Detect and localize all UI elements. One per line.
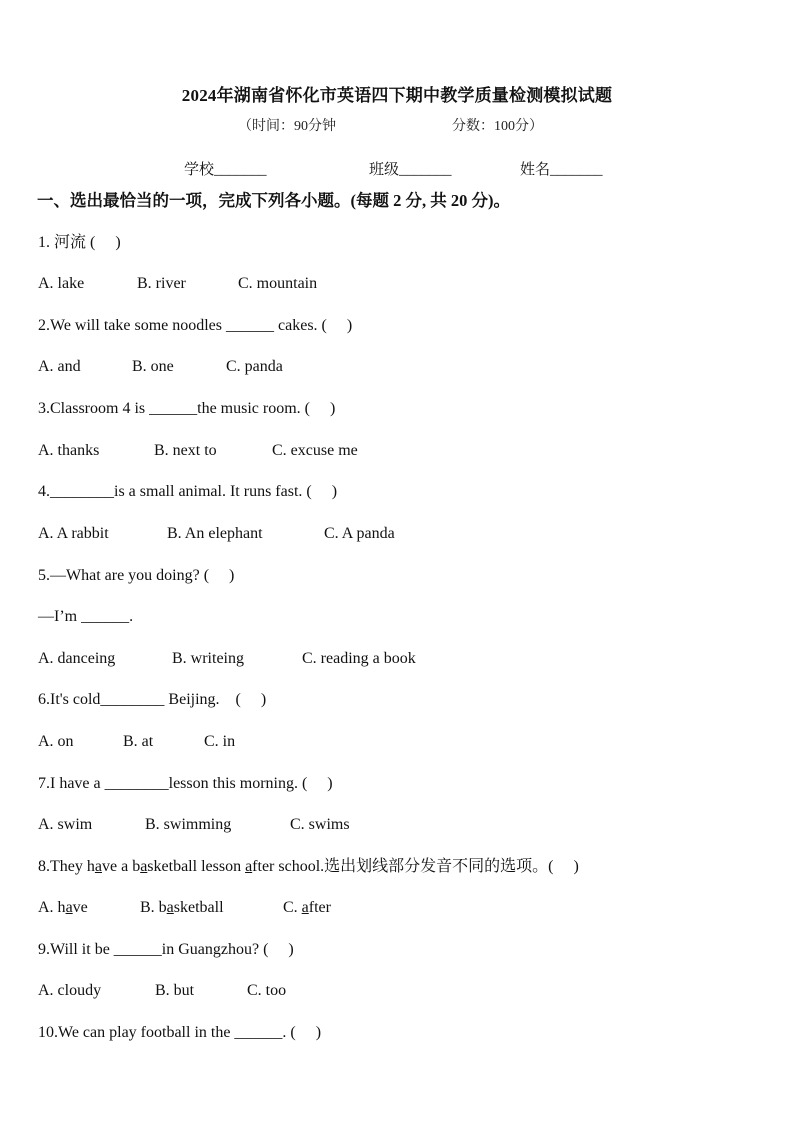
- exam-score: 分数：100分）: [452, 119, 543, 134]
- underlined-letter: a: [245, 858, 253, 875]
- option-b: B. An elephant: [167, 525, 263, 542]
- question-stem: 10.We can play football in the ______. ( ): [38, 1024, 322, 1041]
- option-c: C. too: [247, 982, 287, 999]
- class-field: 班级_______: [369, 162, 452, 178]
- stem-text: fter school.选出划线部分发音不同的选项。( ): [252, 858, 579, 875]
- underlined-letter: a: [301, 899, 309, 916]
- option-b: B. but: [155, 982, 195, 999]
- question-stem: 2.We will take some noodles ______ cakes. ( ): [38, 317, 353, 334]
- page-title: 2024年湖南省怀化市英语四下期中教学质量检测模拟试题: [181, 86, 613, 105]
- option-text: C.: [283, 899, 302, 916]
- option-text: A. h: [38, 899, 66, 916]
- option-a: A. lake: [38, 275, 85, 292]
- option-b: B. swimming: [145, 816, 232, 833]
- option-c: C. swims: [290, 816, 350, 833]
- option-a: A. cloudy: [38, 982, 102, 999]
- option-c: C. reading a book: [302, 650, 416, 667]
- option-b: B. writeing: [172, 650, 244, 667]
- option-a: [38, 898, 88, 918]
- option-a: A. on: [38, 733, 74, 750]
- option-b: B. at: [123, 733, 154, 750]
- question-stem: 4.________is a small animal. It runs fast. ( ): [38, 483, 338, 500]
- option-b: B. one: [132, 358, 174, 375]
- underlined-letter: a: [140, 858, 148, 875]
- option-text: fter: [308, 899, 331, 916]
- option-a: A. swim: [38, 816, 93, 833]
- option-a: A. and: [38, 358, 81, 375]
- option-text: B. b: [140, 899, 167, 916]
- section-heading: 一、选出最恰当的一项，完成下列各小题。(每题 2 分, 共 20 分)。: [37, 191, 510, 210]
- school-field: 学校_______: [184, 162, 267, 178]
- option-a: A. thanks: [38, 442, 100, 459]
- question-stem: 3.Classroom 4 is ______the music room. ( ): [38, 400, 336, 417]
- option-a: A. danceing: [38, 650, 116, 667]
- option-text: ve: [72, 899, 88, 916]
- question-stem: 1. 河流 ( ): [38, 234, 121, 251]
- exam-time: （时间：90分钟: [238, 119, 336, 134]
- question-stem: 7.I have a ________lesson this morning. ( ): [38, 775, 333, 792]
- question-stem: 6.It's cold________ Beijing. ( ): [38, 691, 267, 708]
- option-b: B. river: [137, 275, 186, 292]
- option-c: C. panda: [226, 358, 283, 375]
- option-c: C. in: [204, 733, 236, 750]
- option-c: [283, 898, 331, 918]
- option-c: C. excuse me: [272, 442, 358, 459]
- option-b: [140, 898, 224, 918]
- underlined-letter: a: [65, 899, 73, 916]
- option-c: C. mountain: [238, 275, 318, 292]
- underlined-letter: a: [166, 899, 174, 916]
- stem-text: sketball lesson: [147, 858, 246, 875]
- stem-text: 8.They h: [38, 858, 95, 875]
- option-b: B. next to: [154, 442, 217, 459]
- question-stem: [38, 857, 579, 877]
- option-c: C. A panda: [324, 525, 395, 542]
- option-text: sketball: [173, 899, 224, 916]
- option-a: A. A rabbit: [38, 525, 109, 542]
- question-stem-response: —I’m ______.: [38, 608, 134, 625]
- underlined-letter: a: [94, 858, 102, 875]
- question-stem: 9.Will it be ______in Guangzhou? ( ): [38, 941, 294, 958]
- question-stem: 5.—What are you doing? ( ): [38, 567, 235, 584]
- name-field: 姓名_______: [520, 162, 603, 178]
- stem-text: ve a b: [101, 858, 141, 875]
